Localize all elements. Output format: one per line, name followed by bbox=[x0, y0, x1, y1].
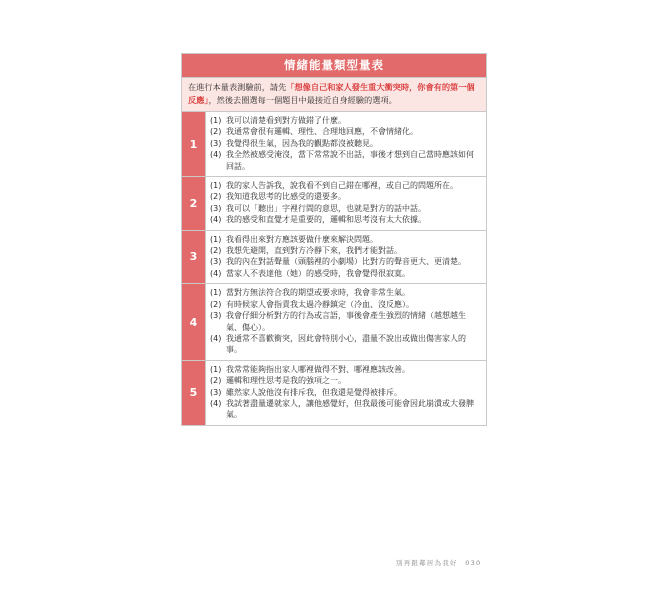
item-marker: (4) bbox=[210, 398, 222, 408]
group-items bbox=[206, 231, 486, 284]
item-text: 雖然家人說他沒有排斥我，但我還是覺得被排斥。 bbox=[226, 387, 402, 397]
group-number: 1 bbox=[182, 112, 206, 176]
item-text: 當對方無法符合我的期望或要求時，我會非常生氣。 bbox=[226, 288, 410, 298]
question-item bbox=[210, 234, 480, 245]
item-marker: (3) bbox=[210, 387, 222, 397]
question-item bbox=[210, 245, 480, 256]
question-item bbox=[210, 191, 480, 202]
question-item bbox=[210, 214, 480, 225]
item-marker: (2) bbox=[210, 246, 222, 256]
instruction-text bbox=[182, 78, 486, 112]
group-items bbox=[206, 177, 486, 230]
item-text: 當家人不表達他（她）的感受時，我會覺得很寂寞。 bbox=[226, 268, 410, 278]
question-group-4 bbox=[182, 284, 486, 360]
question-item bbox=[210, 149, 480, 172]
item-text: 我全然被感受淹沒，當下常常說不出話，事後才想到自己當時應該如何回話。 bbox=[226, 150, 474, 171]
question-item bbox=[210, 256, 480, 267]
item-marker: (4) bbox=[210, 150, 222, 160]
question-item bbox=[210, 387, 480, 398]
item-text: 我看得出來對方應該要做什麼來解決問題。 bbox=[226, 234, 378, 244]
question-item bbox=[210, 268, 480, 279]
item-marker: (1) bbox=[210, 288, 222, 298]
item-marker: (3) bbox=[210, 203, 222, 213]
question-item bbox=[210, 364, 480, 375]
question-group-2 bbox=[182, 177, 486, 231]
group-items bbox=[206, 361, 486, 425]
instruction-lead: 在進行本量表測驗前，請先 bbox=[188, 82, 287, 92]
question-item bbox=[210, 180, 480, 191]
item-marker: (2) bbox=[210, 299, 222, 309]
item-text: 我的感受和直覺才是重要的，邏輯和思考沒有太大依據。 bbox=[226, 215, 426, 225]
questionnaire-table bbox=[181, 53, 487, 426]
question-group-1 bbox=[182, 112, 486, 177]
item-marker: (3) bbox=[210, 138, 222, 148]
question-item bbox=[210, 126, 480, 137]
question-group-3 bbox=[182, 231, 486, 285]
item-marker: (2) bbox=[210, 376, 222, 386]
instruction-highlight: 「想像自己和家人發生重大衝突時，你會有的第一個反應」 bbox=[188, 82, 475, 105]
question-item bbox=[210, 287, 480, 298]
item-text: 我的內在對話聲量（頭腦裡的小劇場）比對方的聲音更大、更清楚。 bbox=[226, 257, 466, 267]
group-items bbox=[206, 284, 486, 359]
item-text: 我知道我思考的比感受的還要多。 bbox=[226, 192, 346, 202]
item-marker: (3) bbox=[210, 257, 222, 267]
question-item bbox=[210, 299, 480, 310]
question-groups bbox=[182, 112, 486, 425]
item-marker: (2) bbox=[210, 127, 222, 137]
item-marker: (1) bbox=[210, 116, 222, 125]
item-marker: (4) bbox=[210, 268, 222, 278]
question-item bbox=[210, 115, 480, 126]
group-number: 2 bbox=[182, 177, 206, 230]
item-text: 我通常不喜歡衝突，因此會特別小心，盡量不說出或做出傷害家人的事。 bbox=[226, 333, 466, 355]
item-marker: (1) bbox=[210, 364, 222, 374]
table-title: 情緒能量類型量表 bbox=[182, 54, 486, 78]
group-number: 4 bbox=[182, 284, 206, 359]
group-number: 3 bbox=[182, 231, 206, 284]
item-marker: (4) bbox=[210, 333, 222, 343]
question-item bbox=[210, 138, 480, 149]
item-text: 我可以「聽出」字裡行間的意思，也就是對方的話中話。 bbox=[226, 203, 426, 213]
question-item bbox=[210, 398, 480, 421]
instruction-tail: ，然後去圈選每一個題目中最接近自身經驗的選項。 bbox=[208, 95, 397, 105]
item-text: 我試著盡量遷就家人，讓他感覺好，但我最後可能會因此崩潰或大發脾氣。 bbox=[226, 398, 474, 420]
item-marker: (3) bbox=[210, 311, 222, 321]
item-text: 我可以清楚看到對方做錯了什麼。 bbox=[226, 116, 346, 125]
question-group-5 bbox=[182, 361, 486, 425]
group-number: 5 bbox=[182, 361, 206, 425]
item-text: 有時候家人會指責我太過冷靜鎮定（冷血、沒反應）。 bbox=[226, 299, 414, 309]
item-marker: (1) bbox=[210, 181, 222, 191]
item-text: 我覺得很生氣，因為我的觀點都沒被聽見。 bbox=[226, 138, 378, 148]
item-text: 我的家人告訴我，說我看不到自己錯在哪裡，或自己的問題所在。 bbox=[226, 181, 458, 191]
item-marker: (4) bbox=[210, 215, 222, 225]
question-item bbox=[210, 203, 480, 214]
item-text: 我通常會很有邏輯、理性、合理地回應，不會情緒化。 bbox=[226, 127, 418, 137]
item-marker: (2) bbox=[210, 192, 222, 202]
question-item bbox=[210, 333, 480, 356]
item-text: 我常常能夠指出家人哪裡做得不對、哪裡應該改善。 bbox=[226, 364, 410, 374]
item-text: 我想先避開，直到對方冷靜下來，我們才能對話。 bbox=[226, 246, 402, 256]
question-item bbox=[210, 310, 480, 333]
item-marker: (1) bbox=[210, 234, 222, 244]
item-text: 邏輯和理性思考是我的強項之一。 bbox=[226, 376, 346, 386]
group-items bbox=[206, 112, 486, 176]
item-text: 我會仔細分析對方的行為或言語，事後會產生強烈的情緒（越想越生氣、傷心）。 bbox=[226, 311, 466, 332]
question-item bbox=[210, 375, 480, 386]
page-footer: 別再跟鄰居為我好 030 bbox=[396, 559, 482, 567]
